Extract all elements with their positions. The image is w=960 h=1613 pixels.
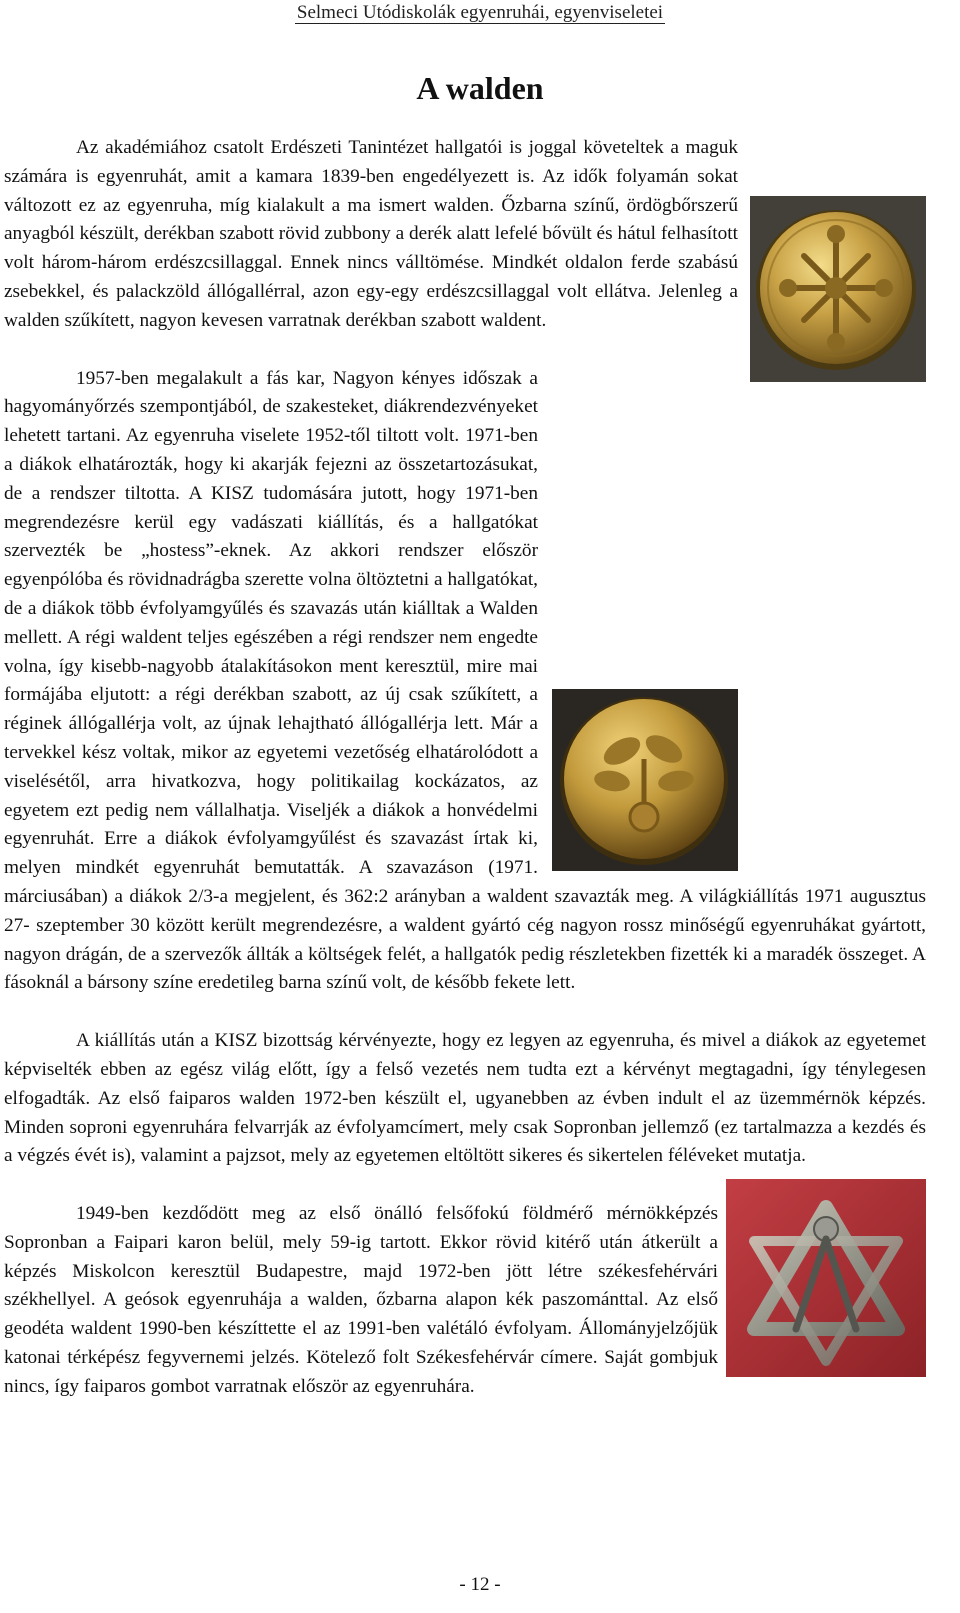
forester-button-image [750, 196, 926, 382]
paragraph-2: 1957-ben megalakult a fás kar, Nagyon kényes időszak a hagyományőrzés szempontjából, de szakesteket, diákrendezvényeket lehetett tartani. Az egyenruha viselete 1952-től tiltott volt. 1971-ben a diákok elhatározták, hogy ki akarják fejezni az összetartozásukat, de a rendszer tiltotta. A KISZ tudomására jutott, hogy 1971-ben megrendezésre kerül egy vadászati kiállítás, és a hallgatókat szervezték be „hostess”-eknek. Az akkori rendszer először egyenpólóba és rövidnadrágba szerette volna öltöztetni a hallgatókat, de a diákok több évfolyamgyűlés és szavazás után kiálltak a Walden mellett. A régi waldent teljes egészében a régi rendszer nem engedte volna, így kisebb-nagyobb átalakításokon ment keresztül, mire mai formájába eljutott: a régi derékban szabott, az új csak szűkített, a réginek állógallérja volt, az újnak lehajtható állógallérja lett. Már a tervekkel kész voltak, mikor az egyetemi vezetőség elhatárolódott a viselésétől, arra hivatkozva, hogy politikailag kockázatos, az egyetem ezt pedig nem vállalhatja. Viseljék a diákok a honvédelmi egyenruhát. Erre a diákok évfolyamgyűlést és szavazást írtak ki, melyen mindkét egyenruhát bemutatták. A szavazáson (1971. márciusában) a diákok 2/3-a megjelent, és 362:2 arányban a waldent szavazták meg. A világkiállítás 1971 augusztus 27- szeptember 30 között került megrendezésre, a waldent gyártó cég nagyon rossz minőségű egyenruhákat gyártott, nagyon drágán, de a szervezők állták a költségek felét, a hallgatók pedig részletekben fizették ki a maradék összeget. A fásoknál a bársony színe eredetileg barna színű volt, de később fekete lett. [4, 367, 926, 994]
geodesy-badge-photo [726, 1179, 926, 1377]
page-title: A walden [416, 70, 544, 106]
running-header [0, 2, 960, 24]
main-content [4, 134, 926, 1402]
page-number: - 12 - [459, 1574, 501, 1595]
paragraph-1: Az akadémiához csatolt Erdészeti Tanintézet hallgatói is joggal követeltek a maguk számára is egyenruhát, amit a kamara 1839-ben engedélyezett is. Az idők folyamán sokat változott ez az egyenruha, míg kialakult a ma ismert walden. Őzbarna színű, ördögbőrszerű anyagból készült, derékban szabott rövid zubbony a derék alatt lefelé bővült és hátul felhasított volt három-három erdészcsillaggal. Ennek nincs válltömése. Mindkét oldalon ferde szabású zsebekkel, és palackzöld állógallérral, azon egy-egy erdészcsillaggal volt ellátva. Jelenleg a walden szűkített, nagyon kevesen varratnak derékban szabott waldent. [4, 137, 738, 331]
paragraph-4: 1949-ben kezdődött meg az első önálló felsőfokú földmérő mérnökképzés Sopronban a Faipari karon belül, mely 59-ig tartott. Ekkor rövid kitérő után átkerült a képzés Miskolcon keresztül Budapestre, majd 1972-ben jött létre székesfehérvári székhellyel. A geósok egyenruhája a walden, őzbarna alapon kék paszománttal. Az első geodéta waldent 1990-ben készíttette el az 1991-ben valétáló évfolyam. Állományjelzőjük katonai térképész fegyvernemi jelzés. Kötelező folt Székesfehérvár címere. Saját gombjuk nincs, így faiparos gombot varratnak először az egyenruhára. [4, 1203, 718, 1397]
paragraph-3: A kiállítás után a KISZ bizottság kérvényezte, hogy ez legyen az egyenruha, és mivel a diákok az egyetemet képviselték ebben az egész világ előtt, így a felső vezetés nem tudta ezt a kérvényt megtagadni, így ténylegesen elfogadták. Az első faiparos walden 1972-ben készült el, ugyanebben az évben indult el az üzemmérnök képzés. Minden soproni egyenruhára felvarrják az évfolyamcímert, mely csak Sopronban jellemző (ez tartalmazza a kezdés és a végzés évét is), valamint a pajzsot, mely az egyetemen eltöltött sikeres és sikertelen féléveket mutatja. [4, 1030, 926, 1167]
oak-leaf-button-image [552, 689, 738, 871]
running-header-text: Selmeci Utódiskolák egyenruhái, egyenviseletei [296, 2, 664, 23]
forester-button-photo [750, 196, 926, 382]
oak-leaf-button-photo [552, 689, 738, 871]
geodesy-badge-image [726, 1179, 926, 1377]
